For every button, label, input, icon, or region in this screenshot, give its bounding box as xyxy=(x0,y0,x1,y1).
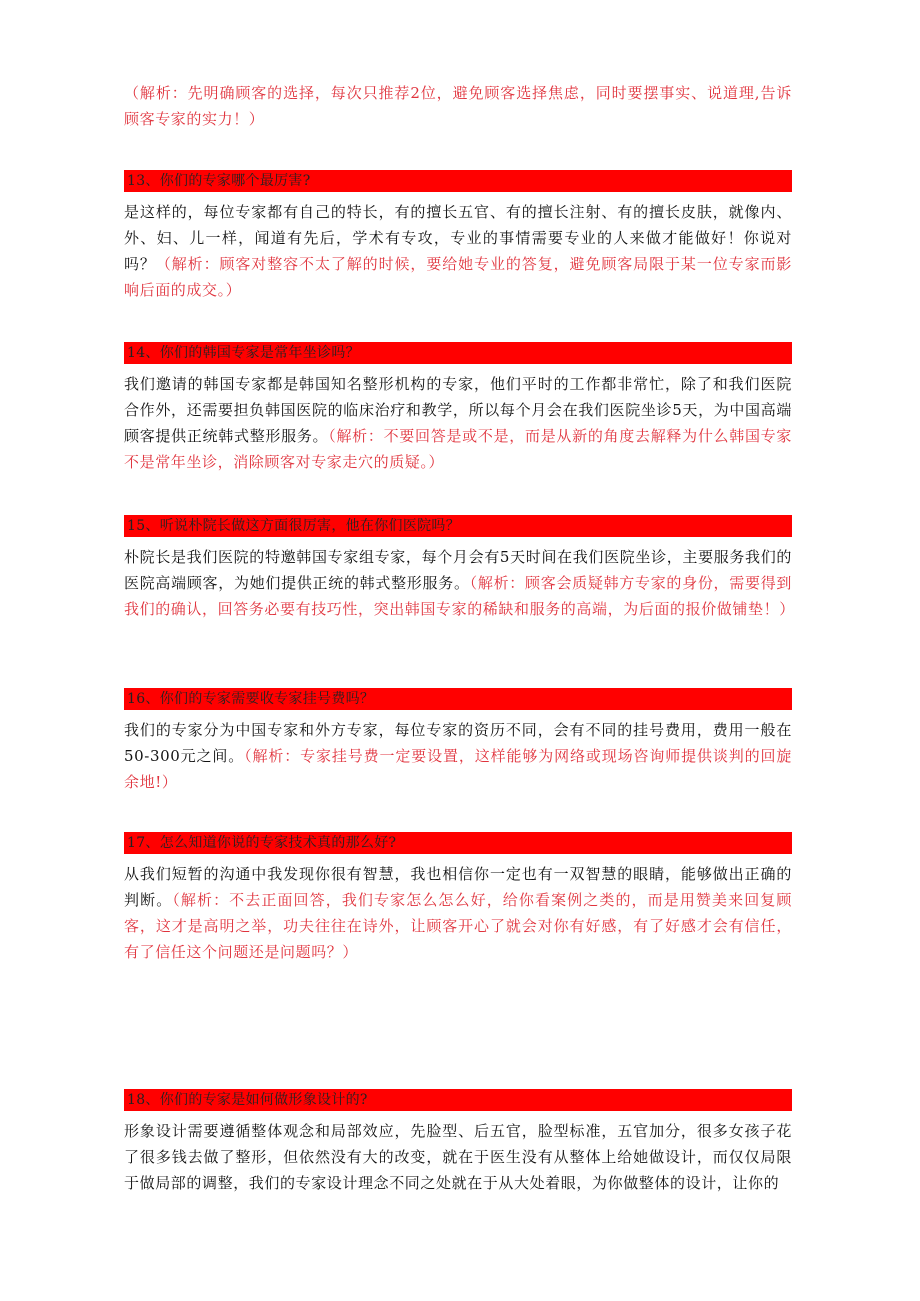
answer-14 xyxy=(124,371,792,475)
answer-18 xyxy=(124,1118,792,1196)
intro-note: （解析：先明确顾客的选择，每次只推荐2位，避免顾客选择焦虑，同时要摆事实、说道理,告诉顾客专家的实力！） xyxy=(124,84,792,128)
question-17-bar: 17、怎么知道你说的专家技术真的那么好? xyxy=(124,832,792,854)
question-15-bar: 15、听说朴院长做这方面很厉害，他在你们医院吗？ xyxy=(124,515,792,537)
answer-14-text: 我们邀请的韩国专家都是韩国知名整形机构的专家，他们平时的工作都非常忙，除了和我们医院合作外，还需要担负韩国医院的临床治疗和教学，所以每个月会在我们医院坐诊5天，为中国高端顾客提供正统韩式整形服务。 xyxy=(124,375,792,445)
answer-13-text: 是这样的，每位专家都有自己的特长，有的擅长五官、有的擅长注射、有的擅长皮肤，就像内、外、妇、儿一样，闻道有先后，学术有专攻，专业的事情需要专业的人来做才能做好！你说对吗？ xyxy=(124,203,792,273)
answer-13-note: （解析：顾客对整容不太了解的时候，要给她专业的答复，避免顾客局限于某一位专家而影响后面的成交。） xyxy=(124,255,792,299)
answer-15-note: （解析：顾客会质疑韩方专家的身份，需要得到我们的确认，回答务必要有技巧性，突出韩国专家的稀缺和服务的高端，为后面的报价做铺垫！） xyxy=(124,574,795,618)
answer-16-text: 我们的专家分为中国专家和外方专家，每位专家的资历不同，会有不同的挂号费用，费用一般在50-300元之间。 xyxy=(124,721,792,765)
answer-17-text: 从我们短暂的沟通中我发现你很有智慧，我也相信你一定也有一双智慧的眼睛，能够做出正确的判断。 xyxy=(124,865,792,909)
answer-18-text: 形象设计需要遵循整体观念和局部效应，先脸型、后五官，脸型标准，五官加分，很多女孩子花了很多钱去做了整形，但依然没有大的改变，就在于医生没有从整体上给她做设计，而仅仅局限于做局部的调整，我们的专家设计理念不同之处就在于从大处着眼，为你做整体的设计，让你的 xyxy=(124,1122,792,1192)
question-18-bar: 18、你们的专家是如何做形象设计的? xyxy=(124,1089,792,1111)
answer-15 xyxy=(124,544,795,622)
answer-15-text: 朴院长是我们医院的特邀韩国专家组专家，每个月会有5天时间在我们医院坐诊，主要服务我们的医院高端顾客，为她们提供正统的韩式整形服务。 xyxy=(124,548,792,592)
question-16-bar: 16、你们的专家需要收专家挂号费吗？ xyxy=(124,688,792,710)
answer-16-note: （解析：专家挂号费一定要设置，这样能够为网络或现场咨询师提供谈判的回旋余地!） xyxy=(124,747,792,791)
answer-17 xyxy=(124,861,792,965)
answer-17-note: （解析：不去正面回答，我们专家怎么怎么好，给你看案例之类的，而是用赞美来回复顾客，这才是高明之举，功夫往往在诗外，让顾客开心了就会对你有好感，有了好感才会有信任，有了信任这个问题还是问题吗？） xyxy=(124,891,792,961)
answer-16 xyxy=(124,717,792,795)
answer-14-note: （解析：不要回答是或不是，而是从新的角度去解释为什么韩国专家不是常年坐诊，消除顾客对专家走穴的质疑。） xyxy=(124,427,792,471)
question-14-bar: 14、你们的韩国专家是常年坐诊吗？ xyxy=(124,342,792,364)
answer-13 xyxy=(124,199,792,303)
intro-section xyxy=(124,80,792,132)
question-13-bar: 13、你们的专家哪个最厉害? xyxy=(124,170,792,192)
